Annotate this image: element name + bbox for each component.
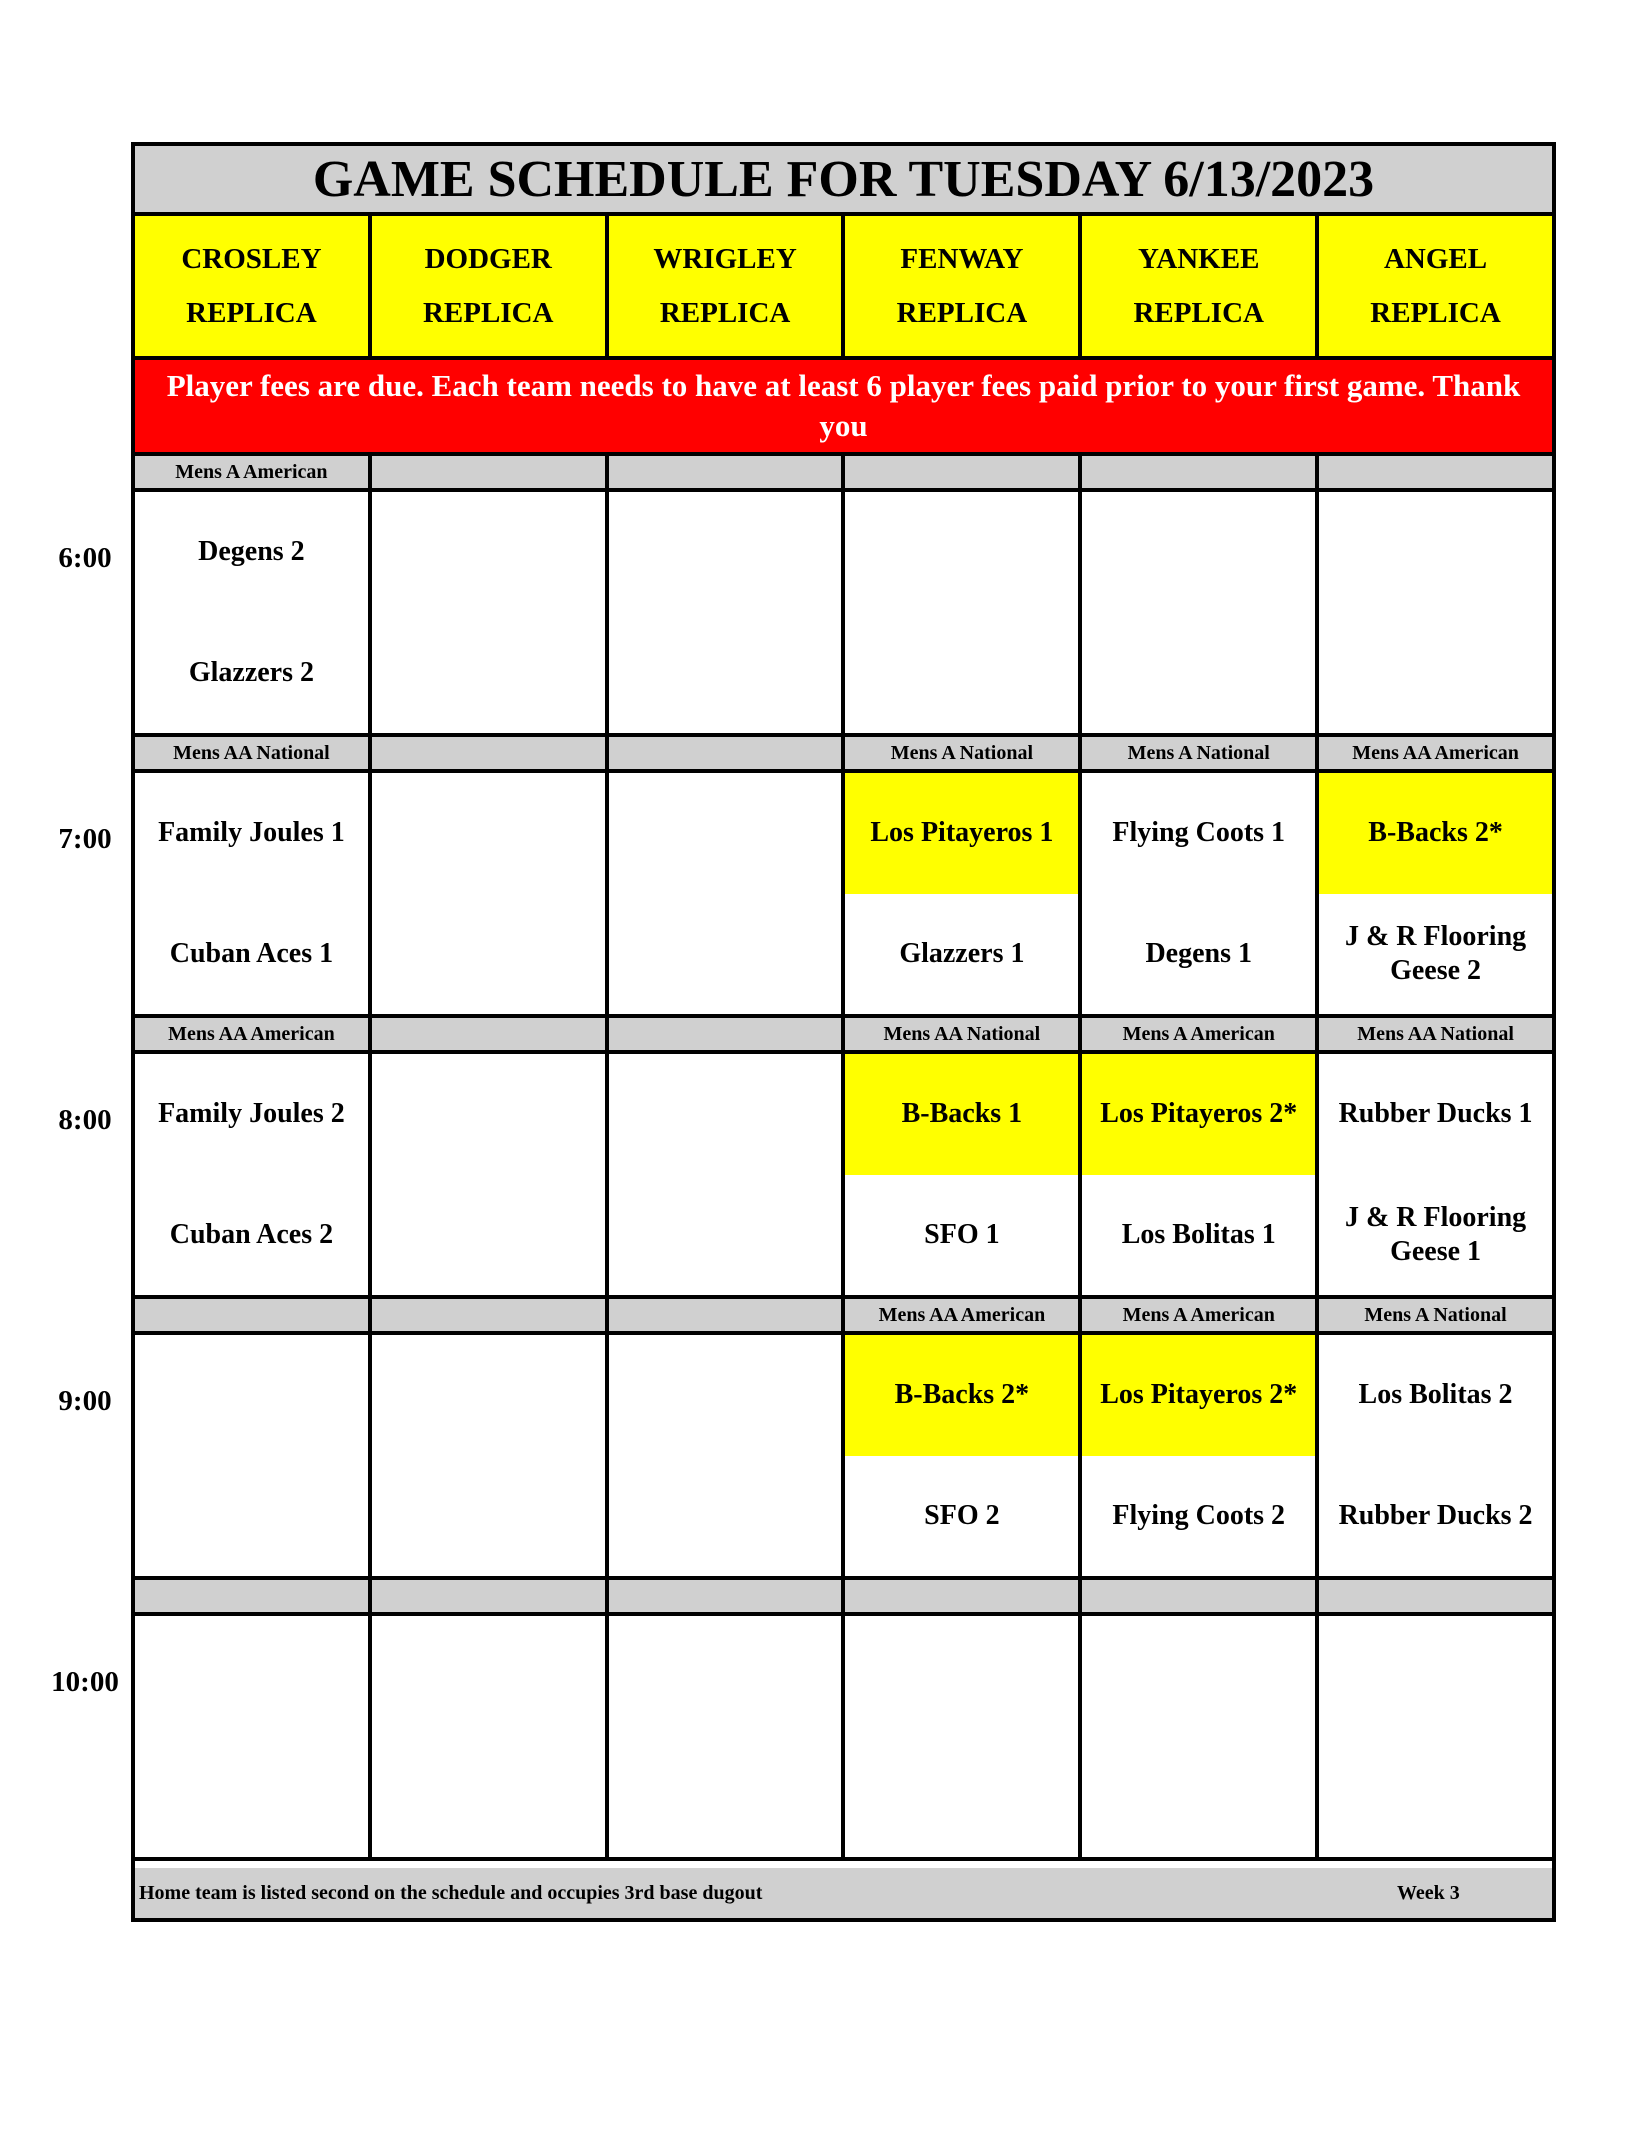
game-cell	[135, 1616, 372, 1857]
home-team	[609, 1456, 842, 1577]
game-row	[135, 492, 1552, 737]
schedule-footer	[135, 1868, 1552, 1918]
away-team: Los Pitayeros 2*	[1082, 1054, 1315, 1175]
field-header-crosley	[135, 216, 372, 356]
division-label	[135, 1580, 372, 1612]
away-team	[1082, 1616, 1315, 1737]
game-cell	[845, 1335, 1082, 1576]
home-team	[372, 1456, 605, 1577]
home-team	[372, 1175, 605, 1296]
game-cell	[1082, 773, 1319, 1014]
game-cell	[845, 1054, 1082, 1295]
home-team: SFO 1	[924, 1218, 1000, 1250]
division-label: Mens AA National	[1357, 1022, 1514, 1045]
game-cell	[609, 773, 846, 1014]
home-team	[609, 1737, 842, 1858]
game-cell	[845, 773, 1082, 1014]
division-label: Mens AA National	[135, 737, 372, 769]
away-team: Los Pitayeros 2*	[1082, 1335, 1315, 1456]
division-label	[609, 1580, 846, 1612]
home-team	[845, 1737, 1078, 1858]
game-cell	[372, 492, 609, 733]
field-type: REPLICA	[422, 297, 554, 329]
away-team	[135, 1616, 368, 1737]
home-team	[1319, 1737, 1552, 1858]
field-type: REPLICA	[1370, 297, 1501, 329]
game-row	[135, 773, 1552, 1018]
home-team	[609, 1175, 842, 1296]
field-header-angel	[1319, 216, 1552, 356]
time-label: 7:00	[58, 823, 112, 855]
game-cell	[609, 1054, 846, 1295]
field-header-fenway	[845, 216, 1082, 356]
away-team	[135, 1335, 368, 1456]
division-label: Mens A National	[845, 737, 1082, 769]
game-cell	[372, 773, 609, 1014]
division-label: Mens A National	[1364, 1303, 1507, 1326]
home-team	[1082, 1737, 1315, 1858]
game-cell	[845, 492, 1082, 733]
away-team: Degens 2	[198, 536, 305, 568]
away-team	[1082, 492, 1315, 613]
division-label	[609, 1018, 846, 1050]
division-label	[372, 1580, 609, 1612]
home-team	[609, 613, 842, 734]
away-team	[609, 1616, 842, 1737]
away-team: B-Backs 2*	[1319, 773, 1552, 894]
field-header-yankee	[1082, 216, 1319, 356]
home-team: Cuban Aces 1	[169, 937, 334, 969]
game-cell	[1319, 1054, 1552, 1295]
game-row	[135, 1054, 1552, 1299]
game-cell	[1319, 492, 1552, 733]
division-label	[845, 1580, 1082, 1612]
field-type: REPLICA	[896, 297, 1028, 329]
field-name: CROSLEY	[181, 243, 322, 275]
home-team: Degens 1	[1145, 937, 1252, 969]
division-label	[372, 1299, 609, 1331]
home-team: Cuban Aces 2	[169, 1218, 334, 1250]
field-type: REPLICA	[659, 297, 791, 329]
field-header-wrigley	[609, 216, 846, 356]
away-team: Family Joules 1	[158, 817, 345, 849]
game-cell	[135, 1335, 372, 1576]
game-cell	[372, 1054, 609, 1295]
division-label	[845, 456, 1082, 488]
away-team	[372, 1616, 605, 1737]
game-cell	[1082, 492, 1319, 733]
away-team	[609, 773, 842, 894]
division-label	[372, 456, 609, 488]
field-type: REPLICA	[1133, 297, 1264, 329]
field-header-dodger	[372, 216, 609, 356]
division-label	[372, 1018, 609, 1050]
division-label	[609, 456, 846, 488]
home-team: SFO 2	[924, 1499, 1000, 1531]
time-label: 6:00	[58, 542, 112, 574]
game-cell	[372, 1335, 609, 1576]
division-label	[1319, 1580, 1552, 1612]
home-team: Rubber Ducks 2	[1338, 1499, 1533, 1531]
away-team	[1319, 1616, 1552, 1737]
home-team: Glazzers 2	[188, 656, 314, 688]
game-cell	[135, 1054, 372, 1295]
home-team	[372, 613, 605, 734]
division-label	[1082, 456, 1319, 488]
away-team: B-Backs 2*	[845, 1335, 1078, 1456]
division-label	[372, 737, 609, 769]
schedule-table	[131, 142, 1556, 1922]
time-label: 10:00	[51, 1666, 119, 1698]
home-team	[135, 1737, 368, 1858]
game-cell	[372, 1616, 609, 1857]
away-team	[609, 1335, 842, 1456]
division-label: Mens AA American	[1352, 741, 1519, 764]
game-cell	[135, 492, 372, 733]
field-type: REPLICA	[186, 297, 317, 329]
division-row	[135, 1018, 1552, 1054]
division-label: Mens A American	[1082, 1018, 1319, 1050]
division-label: Mens A National	[1082, 737, 1319, 769]
schedule-title: GAME SCHEDULE FOR TUESDAY 6/13/2023	[135, 146, 1552, 216]
away-team	[372, 773, 605, 894]
division-row	[135, 1299, 1552, 1335]
home-team: Flying Coots 2	[1112, 1499, 1286, 1531]
field-header-row	[135, 216, 1552, 360]
player-fees-notice: Player fees are due. Each team needs to have at least 6 player fees paid prior to your first game. Thank you	[135, 360, 1552, 456]
game-cell	[609, 1335, 846, 1576]
game-cell	[609, 492, 846, 733]
field-name: ANGEL	[1383, 243, 1488, 275]
away-team: Family Joules 2	[158, 1098, 345, 1130]
home-team: Los Bolitas 1	[1121, 1218, 1276, 1250]
game-cell	[1082, 1054, 1319, 1295]
home-team: J & R Flooring Geese 1	[1344, 1201, 1527, 1267]
away-team	[845, 492, 1078, 613]
division-label	[1319, 456, 1552, 488]
division-label: Mens AA American	[135, 1018, 372, 1050]
home-team	[1319, 613, 1552, 734]
away-team	[372, 1054, 605, 1175]
home-team	[1082, 613, 1315, 734]
division-label	[135, 1299, 372, 1331]
week-label: Week 3	[1397, 1881, 1460, 1904]
away-team: Rubber Ducks 1	[1338, 1098, 1533, 1130]
division-label: Mens A American	[1082, 1299, 1319, 1331]
game-cell	[1319, 1335, 1552, 1576]
game-row	[135, 1616, 1552, 1861]
away-team	[372, 1335, 605, 1456]
time-label: 8:00	[58, 1104, 112, 1136]
field-name: YANKEE	[1138, 243, 1260, 275]
game-cell	[135, 773, 372, 1014]
field-name: WRIGLEY	[653, 243, 797, 275]
away-team: Flying Coots 1	[1112, 817, 1286, 849]
game-cell	[1082, 1335, 1319, 1576]
home-team: J & R Flooring Geese 2	[1344, 920, 1527, 986]
division-label: Mens AA National	[845, 1018, 1082, 1050]
away-team	[845, 1616, 1078, 1737]
away-team: Los Bolitas 2	[1358, 1379, 1513, 1411]
game-row	[135, 1335, 1552, 1580]
away-team	[609, 492, 842, 613]
division-label: Mens AA American	[845, 1299, 1082, 1331]
field-name: DODGER	[424, 243, 552, 275]
away-team	[1319, 492, 1552, 613]
division-label: Mens A American	[135, 456, 372, 488]
field-name: FENWAY	[900, 243, 1024, 275]
game-cell	[609, 1616, 846, 1857]
division-label	[609, 1299, 846, 1331]
division-row	[135, 456, 1552, 492]
away-team: Los Pitayeros 1	[845, 773, 1078, 894]
home-team-note: Home team is listed second on the schedule and occupies 3rd base dugout	[139, 1881, 763, 1904]
home-team: Glazzers 1	[899, 937, 1025, 969]
division-label	[609, 737, 846, 769]
game-cell	[845, 1616, 1082, 1857]
away-team: B-Backs 1	[845, 1054, 1078, 1175]
division-label	[1082, 1580, 1319, 1612]
time-label: 9:00	[58, 1385, 112, 1417]
division-row	[135, 737, 1552, 773]
division-row	[135, 1580, 1552, 1616]
away-team	[372, 492, 605, 613]
home-team	[845, 613, 1078, 734]
home-team	[372, 1737, 605, 1858]
game-cell	[1319, 773, 1552, 1014]
home-team	[372, 894, 605, 1015]
game-cell	[1082, 1616, 1319, 1857]
home-team	[609, 894, 842, 1015]
away-team	[609, 1054, 842, 1175]
game-cell	[1319, 1616, 1552, 1857]
home-team	[135, 1456, 368, 1577]
